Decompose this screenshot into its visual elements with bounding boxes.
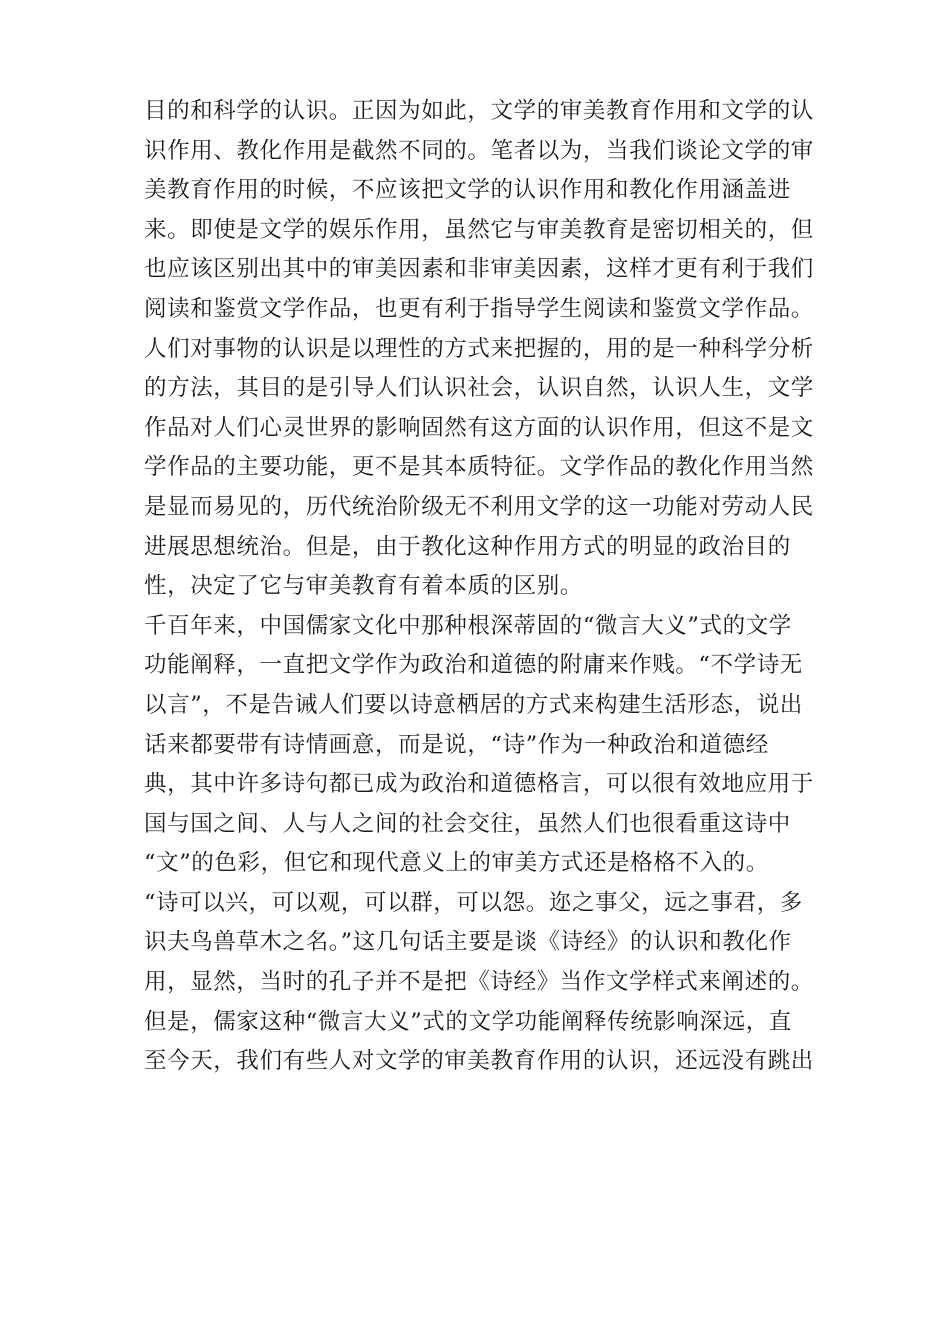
text-line: 也应该区别出其中的审美因素和非审美因素，这样才更有利于我们: [144, 256, 814, 283]
text-line: 阅读和鉴赏文学作品，也更有利于指导学生阅读和鉴赏文学作品。: [144, 295, 814, 322]
text-line: 美教育作用的时候，不应该把文学的认识作用和教化作用涵盖进: [144, 177, 791, 204]
text-line: 学作品的主要功能，更不是其本质特征。文学作品的教化作用当然: [144, 454, 814, 481]
body-text: [144, 92, 814, 1082]
text-line: 典，其中许多诗句都已成为政治和道德格言，可以很有效地应用于: [144, 771, 814, 798]
text-line: 目的和科学的认识。正因为如此，文学的审美教育作用和文学的认: [144, 98, 814, 124]
text-line: 是显而易见的，历代统治阶级无不利用文学的这一功能对劳动人民: [144, 493, 814, 520]
text-line: 来。即使是文学的娱乐作用，虽然它与审美教育是密切相关的，但: [144, 216, 814, 243]
text-line: “诗可以兴，可以观，可以群，可以怨。迩之事父，远之事君，多: [144, 889, 803, 916]
text-line: 识作用、教化作用是截然不同的。笔者以为，当我们谈论文学的审: [144, 137, 814, 164]
text-line: 至今天，我们有些人对文学的审美教育作用的认识，还远没有跳出: [144, 1048, 814, 1075]
text-line: 千百年来，中国儒家文化中那种根深蒂固的“微言大义”式的文学: [144, 612, 792, 639]
text-line: 国与国之间、人与人之间的社会交往，虽然人们也很看重这诗中: [144, 810, 791, 837]
text-line: 作品对人们心灵世界的影响固然有这方面的认识作用，但这不是文: [144, 414, 814, 441]
text-line: 识夫鸟兽草木之名。”这几句话主要是谈《诗经》的认识和教化作: [144, 929, 792, 956]
text-line: 人们对事物的认识是以理性的方式来把握的，用的是一种科学分析: [144, 335, 814, 362]
text-line: “文”的色彩，但它和现代意义上的审美方式还是格格不入的。: [144, 850, 769, 877]
text-line: 性，决定了它与审美教育有着本质的区别。: [144, 573, 583, 600]
text-line: 用，显然，当时的孔子并不是把《诗经》当作文学样式来阐述的。: [144, 969, 814, 996]
text-line: 但是，儒家这种“微言大义”式的文学功能阐释传统影响深远，直: [144, 1008, 792, 1035]
text-line: 的方法，其目的是引导人们认识社会，认识自然，认识人生，文学: [144, 375, 814, 402]
text-line: 功能阐释，一直把文学作为政治和道德的附庸来作贱。“不学诗无: [144, 652, 803, 679]
text-line: 以言”，不是告诫人们要以诗意栖居的方式来构建生活形态，说出: [144, 691, 803, 718]
text-line: 进展思想统治。但是，由于教化这种作用方式的明显的政治目的: [144, 533, 791, 560]
text-line: 话来都要带有诗情画意，而是说，“诗”作为一种政治和道德经: [144, 731, 769, 758]
